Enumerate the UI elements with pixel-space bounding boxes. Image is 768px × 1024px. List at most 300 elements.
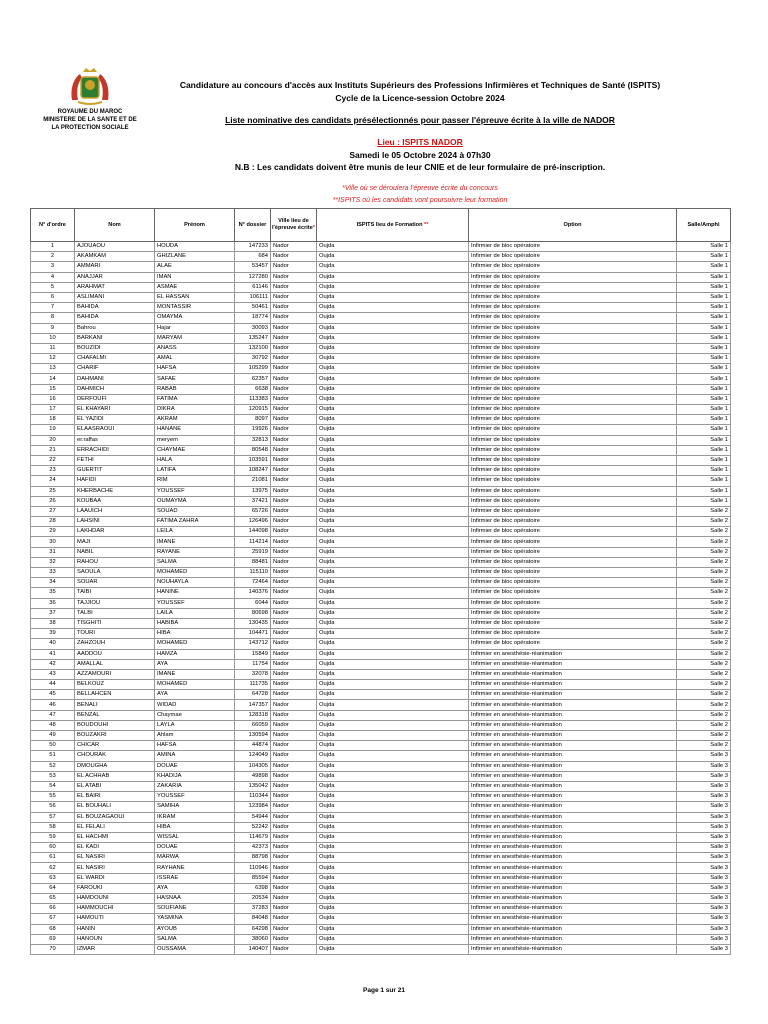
cell-option: Infirmier en anesthésie-réanimation bbox=[469, 649, 677, 659]
cell-nom: CHOURAK bbox=[75, 751, 155, 761]
cell-option: Infirmier de bloc opératoire bbox=[469, 313, 677, 323]
cell-option: Infirmier en anesthésie-réanimation bbox=[469, 944, 677, 954]
cell-salle: Salle 1 bbox=[677, 405, 731, 415]
cell-nom: HAMOUTI bbox=[75, 914, 155, 924]
cell-ispits: Oujda bbox=[317, 333, 469, 343]
cell-prenom: MOHAMED bbox=[155, 680, 235, 690]
table-row bbox=[31, 455, 731, 465]
cell-salle: Salle 2 bbox=[677, 618, 731, 628]
cell-prenom: HANANE bbox=[155, 425, 235, 435]
cell-ordre: 65 bbox=[31, 894, 75, 904]
cell-ville: Nador bbox=[271, 506, 317, 516]
cell-option: Infirmier de bloc opératoire bbox=[469, 608, 677, 618]
cell-nom: DAHMICH bbox=[75, 384, 155, 394]
footnote-marker: ** bbox=[424, 221, 429, 228]
cell-salle: Salle 1 bbox=[677, 486, 731, 496]
cell-ispits: Oujda bbox=[317, 557, 469, 567]
cell-nom: HAFIDI bbox=[75, 476, 155, 486]
cell-option: Infirmier en anesthésie-réanimation bbox=[469, 822, 677, 832]
cell-ordre: 27 bbox=[31, 506, 75, 516]
cell-ispits: Oujda bbox=[317, 405, 469, 415]
cell-salle: Salle 2 bbox=[677, 608, 731, 618]
cell-salle: Salle 2 bbox=[677, 506, 731, 516]
cell-ordre: 11 bbox=[31, 343, 75, 353]
table-row bbox=[31, 547, 731, 557]
cell-nom: EL BOUHALI bbox=[75, 802, 155, 812]
cell-option: Infirmier de bloc opératoire bbox=[469, 374, 677, 384]
cell-ispits: Oujda bbox=[317, 822, 469, 832]
cell-salle: Salle 2 bbox=[677, 629, 731, 639]
cell-salle: Salle 1 bbox=[677, 343, 731, 353]
cell-ordre: 35 bbox=[31, 588, 75, 598]
cell-ville: Nador bbox=[271, 333, 317, 343]
cell-nom: HAMMOUCHI bbox=[75, 904, 155, 914]
cell-ordre: 53 bbox=[31, 771, 75, 781]
cell-nom: HANOUN bbox=[75, 934, 155, 944]
cell-option: Infirmier de bloc opératoire bbox=[469, 384, 677, 394]
cell-option: Infirmier de bloc opératoire bbox=[469, 537, 677, 547]
cell-ville: Nador bbox=[271, 934, 317, 944]
cell-salle: Salle 2 bbox=[677, 517, 731, 527]
cell-nom: DMOUGHA bbox=[75, 761, 155, 771]
table-row bbox=[31, 914, 731, 924]
cell-salle: Salle 2 bbox=[677, 649, 731, 659]
cell-prenom: LAILA bbox=[155, 608, 235, 618]
cell-salle: Salle 3 bbox=[677, 812, 731, 822]
cell-prenom: HIBA bbox=[155, 822, 235, 832]
cell-ispits: Oujda bbox=[317, 517, 469, 527]
table-row bbox=[31, 761, 731, 771]
cell-dossier: 11754 bbox=[235, 659, 271, 669]
cell-option: Infirmier en anesthésie-réanimation bbox=[469, 659, 677, 669]
cell-nom: EL ATABI bbox=[75, 781, 155, 791]
cell-nom: EL NASIRI bbox=[75, 863, 155, 873]
cell-ordre: 2 bbox=[31, 252, 75, 262]
cell-prenom: ZAKARIA bbox=[155, 781, 235, 791]
cell-salle: Salle 3 bbox=[677, 843, 731, 853]
cell-prenom: HABIBA bbox=[155, 618, 235, 628]
cell-prenom: AYA bbox=[155, 690, 235, 700]
cell-salle: Salle 2 bbox=[677, 578, 731, 588]
table-row bbox=[31, 934, 731, 944]
cell-ispits: Oujda bbox=[317, 476, 469, 486]
cell-option: Infirmier en anesthésie-réanimation bbox=[469, 812, 677, 822]
cell-dossier: 104471 bbox=[235, 629, 271, 639]
cell-nom: BENALI bbox=[75, 700, 155, 710]
cell-salle: Salle 3 bbox=[677, 771, 731, 781]
table-row bbox=[31, 669, 731, 679]
table-row bbox=[31, 944, 731, 954]
cell-dossier: 6044 bbox=[235, 598, 271, 608]
cell-nom: SOUAR bbox=[75, 578, 155, 588]
cell-ville: Nador bbox=[271, 252, 317, 262]
cell-nom: LAHSINI bbox=[75, 517, 155, 527]
cell-option: Infirmier de bloc opératoire bbox=[469, 455, 677, 465]
cell-ordre: 10 bbox=[31, 333, 75, 343]
cell-ispits: Oujda bbox=[317, 853, 469, 863]
table-row bbox=[31, 588, 731, 598]
cell-ispits: Oujda bbox=[317, 812, 469, 822]
cell-ordre: 5 bbox=[31, 282, 75, 292]
cell-dossier: 50461 bbox=[235, 303, 271, 313]
cell-ville: Nador bbox=[271, 853, 317, 863]
cell-salle: Salle 2 bbox=[677, 690, 731, 700]
cell-option: Infirmier en anesthésie-réanimation bbox=[469, 680, 677, 690]
cell-ordre: 16 bbox=[31, 394, 75, 404]
table-row bbox=[31, 629, 731, 639]
cell-prenom: meryem bbox=[155, 435, 235, 445]
cell-dossier: 88798 bbox=[235, 853, 271, 863]
cell-ville: Nador bbox=[271, 904, 317, 914]
cell-prenom: HAFSA bbox=[155, 741, 235, 751]
cell-ville: Nador bbox=[271, 731, 317, 741]
cell-ispits: Oujda bbox=[317, 598, 469, 608]
table-row bbox=[31, 557, 731, 567]
cell-ordre: 30 bbox=[31, 537, 75, 547]
cell-prenom: LEILA bbox=[155, 527, 235, 537]
footnote-city: *Ville où se déroulera l'épreuve écrite du concours bbox=[342, 185, 498, 192]
cell-ville: Nador bbox=[271, 588, 317, 598]
cell-prenom: LAYLA bbox=[155, 720, 235, 730]
cell-ordre: 62 bbox=[31, 863, 75, 873]
cell-nom: EL HACHMI bbox=[75, 832, 155, 842]
table-row bbox=[31, 700, 731, 710]
cell-ville: Nador bbox=[271, 781, 317, 791]
ministry-line: MINISTERE DE LA SANTE ET DE bbox=[43, 117, 137, 123]
cell-nom: TOURI bbox=[75, 629, 155, 639]
cell-option: Infirmier de bloc opératoire bbox=[469, 629, 677, 639]
cell-dossier: 140376 bbox=[235, 588, 271, 598]
cell-ordre: 20 bbox=[31, 435, 75, 445]
cell-dossier: 123984 bbox=[235, 802, 271, 812]
table-row bbox=[31, 751, 731, 761]
cell-option: Infirmier de bloc opératoire bbox=[469, 588, 677, 598]
table-row bbox=[31, 252, 731, 262]
cell-option: Infirmier de bloc opératoire bbox=[469, 323, 677, 333]
cell-ispits: Oujda bbox=[317, 944, 469, 954]
cell-ordre: 4 bbox=[31, 272, 75, 282]
table-row bbox=[31, 496, 731, 506]
cell-ispits: Oujda bbox=[317, 934, 469, 944]
cell-dossier: 126496 bbox=[235, 517, 271, 527]
cell-ville: Nador bbox=[271, 476, 317, 486]
cell-dossier: 104305 bbox=[235, 761, 271, 771]
cell-ville: Nador bbox=[271, 863, 317, 873]
cell-ispits: Oujda bbox=[317, 354, 469, 364]
cell-ville: Nador bbox=[271, 690, 317, 700]
cell-salle: Salle 3 bbox=[677, 761, 731, 771]
cell-nom: TAIBI bbox=[75, 588, 155, 598]
ministry-line: LA PROTECTION SOCIALE bbox=[51, 125, 129, 131]
cell-ispits: Oujda bbox=[317, 904, 469, 914]
cell-ispits: Oujda bbox=[317, 496, 469, 506]
cell-nom: FAROUKI bbox=[75, 883, 155, 893]
table-row bbox=[31, 608, 731, 618]
cell-ville: Nador bbox=[271, 568, 317, 578]
cell-prenom: RIM bbox=[155, 476, 235, 486]
cell-ville: Nador bbox=[271, 435, 317, 445]
cell-nom: BAHIDA bbox=[75, 313, 155, 323]
cell-nom: DAHMANI bbox=[75, 374, 155, 384]
cell-prenom: YOUSSEF bbox=[155, 598, 235, 608]
cell-ville: Nador bbox=[271, 822, 317, 832]
col-header-ispits-label: ISPITS lieu de Formation bbox=[356, 221, 423, 228]
cell-salle: Salle 3 bbox=[677, 802, 731, 812]
table-row bbox=[31, 425, 731, 435]
cell-ispits: Oujda bbox=[317, 843, 469, 853]
cell-prenom: OMAYMA bbox=[155, 313, 235, 323]
cell-ispits: Oujda bbox=[317, 629, 469, 639]
cell-salle: Salle 1 bbox=[677, 354, 731, 364]
cell-dossier: 30792 bbox=[235, 354, 271, 364]
cell-salle: Salle 2 bbox=[677, 700, 731, 710]
cell-ispits: Oujda bbox=[317, 894, 469, 904]
cell-dossier: 25919 bbox=[235, 547, 271, 557]
cell-option: Infirmier en anesthésie-réanimation bbox=[469, 751, 677, 761]
cell-ispits: Oujda bbox=[317, 863, 469, 873]
cell-ispits: Oujda bbox=[317, 242, 469, 252]
cell-salle: Salle 1 bbox=[677, 303, 731, 313]
cell-dossier: 49898 bbox=[235, 771, 271, 781]
table-row bbox=[31, 354, 731, 364]
cell-ordre: 12 bbox=[31, 354, 75, 364]
table-row bbox=[31, 384, 731, 394]
cell-dossier: 144098 bbox=[235, 527, 271, 537]
cell-salle: Salle 1 bbox=[677, 384, 731, 394]
col-header-nom: Nom bbox=[75, 209, 155, 242]
cell-ispits: Oujda bbox=[317, 700, 469, 710]
cell-option: Infirmier de bloc opératoire bbox=[469, 557, 677, 567]
cell-prenom: LATIFA bbox=[155, 466, 235, 476]
col-header-salle: Salle/Amphi bbox=[677, 209, 731, 242]
cell-dossier: 13975 bbox=[235, 486, 271, 496]
cell-option: Infirmier en anesthésie-réanimation bbox=[469, 710, 677, 720]
table-row bbox=[31, 292, 731, 302]
cell-ispits: Oujda bbox=[317, 924, 469, 934]
cell-ordre: 41 bbox=[31, 649, 75, 659]
cell-prenom: HASNAA bbox=[155, 894, 235, 904]
cell-dossier: 54944 bbox=[235, 812, 271, 822]
cell-dossier: 124049 bbox=[235, 751, 271, 761]
cell-ispits: Oujda bbox=[317, 425, 469, 435]
cell-ville: Nador bbox=[271, 466, 317, 476]
cell-nom: EL ACHHAB bbox=[75, 771, 155, 781]
cell-ordre: 39 bbox=[31, 629, 75, 639]
cell-prenom: KHADIJA bbox=[155, 771, 235, 781]
cell-dossier: 30093 bbox=[235, 323, 271, 333]
cell-nom: EL FELALI bbox=[75, 822, 155, 832]
cell-prenom: SALMA bbox=[155, 934, 235, 944]
cell-nom: HANIN bbox=[75, 924, 155, 934]
cell-ville: Nador bbox=[271, 303, 317, 313]
cell-ville: Nador bbox=[271, 771, 317, 781]
cell-salle: Salle 1 bbox=[677, 435, 731, 445]
table-row bbox=[31, 282, 731, 292]
cell-ville: Nador bbox=[271, 741, 317, 751]
cell-ville: Nador bbox=[271, 384, 317, 394]
table-row bbox=[31, 924, 731, 934]
cell-dossier: 106111 bbox=[235, 292, 271, 302]
cell-prenom: MOHAMED bbox=[155, 568, 235, 578]
cell-dossier: 147233 bbox=[235, 242, 271, 252]
cell-salle: Salle 2 bbox=[677, 568, 731, 578]
cell-dossier: 32813 bbox=[235, 435, 271, 445]
cell-prenom: IMAN bbox=[155, 272, 235, 282]
cell-salle: Salle 1 bbox=[677, 476, 731, 486]
cell-salle: Salle 1 bbox=[677, 394, 731, 404]
cell-ispits: Oujda bbox=[317, 792, 469, 802]
cell-ispits: Oujda bbox=[317, 720, 469, 730]
cell-option: Infirmier de bloc opératoire bbox=[469, 547, 677, 557]
cell-prenom: YOUSSEF bbox=[155, 792, 235, 802]
cell-salle: Salle 2 bbox=[677, 731, 731, 741]
cell-ispits: Oujda bbox=[317, 659, 469, 669]
cell-ville: Nador bbox=[271, 812, 317, 822]
cell-ispits: Oujda bbox=[317, 608, 469, 618]
cell-ville: Nador bbox=[271, 292, 317, 302]
cell-ispits: Oujda bbox=[317, 466, 469, 476]
cell-option: Infirmier de bloc opératoire bbox=[469, 282, 677, 292]
cell-dossier: 8097 bbox=[235, 415, 271, 425]
cell-nom: FETHI bbox=[75, 455, 155, 465]
cell-salle: Salle 1 bbox=[677, 242, 731, 252]
table-row bbox=[31, 242, 731, 252]
cell-ispits: Oujda bbox=[317, 832, 469, 842]
cell-ordre: 21 bbox=[31, 445, 75, 455]
cell-ordre: 38 bbox=[31, 618, 75, 628]
cell-ordre: 57 bbox=[31, 812, 75, 822]
table-row bbox=[31, 883, 731, 893]
cell-option: Infirmier en anesthésie-réanimation bbox=[469, 904, 677, 914]
cell-nom: ELAASRAOUI bbox=[75, 425, 155, 435]
cell-ville: Nador bbox=[271, 873, 317, 883]
cell-prenom: DOUAE bbox=[155, 843, 235, 853]
cell-option: Infirmier de bloc opératoire bbox=[469, 292, 677, 302]
cell-dossier: 130594 bbox=[235, 731, 271, 741]
session-title: Cycle de la Licence-session Octobre 2024 bbox=[335, 93, 505, 103]
cell-option: Infirmier de bloc opératoire bbox=[469, 517, 677, 527]
cell-ville: Nador bbox=[271, 843, 317, 853]
cell-prenom: AYOUB bbox=[155, 924, 235, 934]
cell-salle: Salle 1 bbox=[677, 313, 731, 323]
cell-ville: Nador bbox=[271, 710, 317, 720]
royal-coat-of-arms-icon bbox=[68, 66, 112, 106]
cell-ville: Nador bbox=[271, 700, 317, 710]
cell-dossier: 108247 bbox=[235, 466, 271, 476]
table-row bbox=[31, 466, 731, 476]
cell-ville: Nador bbox=[271, 445, 317, 455]
cell-ville: Nador bbox=[271, 394, 317, 404]
cell-option: Infirmier de bloc opératoire bbox=[469, 445, 677, 455]
cell-dossier: 38060 bbox=[235, 934, 271, 944]
cell-ville: Nador bbox=[271, 313, 317, 323]
cell-salle: Salle 2 bbox=[677, 557, 731, 567]
cell-ordre: 66 bbox=[31, 904, 75, 914]
cell-option: Infirmier de bloc opératoire bbox=[469, 333, 677, 343]
cell-option: Infirmier de bloc opératoire bbox=[469, 506, 677, 516]
cell-salle: Salle 3 bbox=[677, 751, 731, 761]
cell-ispits: Oujda bbox=[317, 568, 469, 578]
cell-dossier: 110344 bbox=[235, 792, 271, 802]
cell-option: Infirmier en anesthésie-réanimation bbox=[469, 731, 677, 741]
cell-ordre: 14 bbox=[31, 374, 75, 384]
cell-ispits: Oujda bbox=[317, 690, 469, 700]
cell-ville: Nador bbox=[271, 680, 317, 690]
cell-salle: Salle 1 bbox=[677, 466, 731, 476]
cell-ville: Nador bbox=[271, 517, 317, 527]
cell-nom: KHERBACHE bbox=[75, 486, 155, 496]
cell-ispits: Oujda bbox=[317, 303, 469, 313]
cell-prenom: AYA bbox=[155, 883, 235, 893]
cell-ordre: 8 bbox=[31, 313, 75, 323]
col-header-ordre: N° d'ordre bbox=[31, 209, 75, 242]
cell-dossier: 37421 bbox=[235, 496, 271, 506]
cell-ville: Nador bbox=[271, 282, 317, 292]
cell-ispits: Oujda bbox=[317, 384, 469, 394]
cell-option: Infirmier en anesthésie-réanimation bbox=[469, 669, 677, 679]
cell-ville: Nador bbox=[271, 792, 317, 802]
cell-nom: GUERTIT bbox=[75, 466, 155, 476]
cell-option: Infirmier de bloc opératoire bbox=[469, 466, 677, 476]
table-row bbox=[31, 272, 731, 282]
cell-ispits: Oujda bbox=[317, 527, 469, 537]
cell-nom: AJOUAOU bbox=[75, 242, 155, 252]
cell-nom: er.raffas bbox=[75, 435, 155, 445]
cell-salle: Salle 1 bbox=[677, 292, 731, 302]
cell-ville: Nador bbox=[271, 364, 317, 374]
cell-prenom: SALMA bbox=[155, 557, 235, 567]
cell-prenom: SOUFIANE bbox=[155, 904, 235, 914]
table-row bbox=[31, 863, 731, 873]
cell-dossier: 21081 bbox=[235, 476, 271, 486]
cell-option: Infirmier en anesthésie-réanimation bbox=[469, 771, 677, 781]
cell-prenom: MONTASSIR bbox=[155, 303, 235, 313]
cell-ordre: 64 bbox=[31, 883, 75, 893]
cell-ordre: 68 bbox=[31, 924, 75, 934]
cell-ispits: Oujda bbox=[317, 486, 469, 496]
cell-ordre: 23 bbox=[31, 466, 75, 476]
cell-ispits: Oujda bbox=[317, 731, 469, 741]
cell-dossier: 130435 bbox=[235, 618, 271, 628]
cell-ispits: Oujda bbox=[317, 873, 469, 883]
cell-ville: Nador bbox=[271, 944, 317, 954]
cell-prenom: GHIZLANE bbox=[155, 252, 235, 262]
cell-ordre: 24 bbox=[31, 476, 75, 486]
cell-ispits: Oujda bbox=[317, 323, 469, 333]
cell-ordre: 26 bbox=[31, 496, 75, 506]
cell-ordre: 48 bbox=[31, 720, 75, 730]
cell-ordre: 63 bbox=[31, 873, 75, 883]
cell-ville: Nador bbox=[271, 405, 317, 415]
cell-option: Infirmier de bloc opératoire bbox=[469, 303, 677, 313]
cell-nom: EL KHAYARI bbox=[75, 405, 155, 415]
cell-ispits: Oujda bbox=[317, 883, 469, 893]
cell-nom: TISGHITI bbox=[75, 618, 155, 628]
cell-salle: Salle 2 bbox=[677, 588, 731, 598]
cell-nom: AZZAMOURI bbox=[75, 669, 155, 679]
cell-salle: Salle 2 bbox=[677, 547, 731, 557]
cell-salle: Salle 3 bbox=[677, 863, 731, 873]
cell-ville: Nador bbox=[271, 557, 317, 567]
cell-nom: CHICAR bbox=[75, 741, 155, 751]
cell-ville: Nador bbox=[271, 924, 317, 934]
cell-dossier: 114679 bbox=[235, 832, 271, 842]
cell-prenom: OUSSAMA bbox=[155, 944, 235, 954]
cell-ispits: Oujda bbox=[317, 364, 469, 374]
cell-prenom: Chaymae bbox=[155, 710, 235, 720]
cell-ordre: 9 bbox=[31, 323, 75, 333]
cell-option: Infirmier de bloc opératoire bbox=[469, 364, 677, 374]
